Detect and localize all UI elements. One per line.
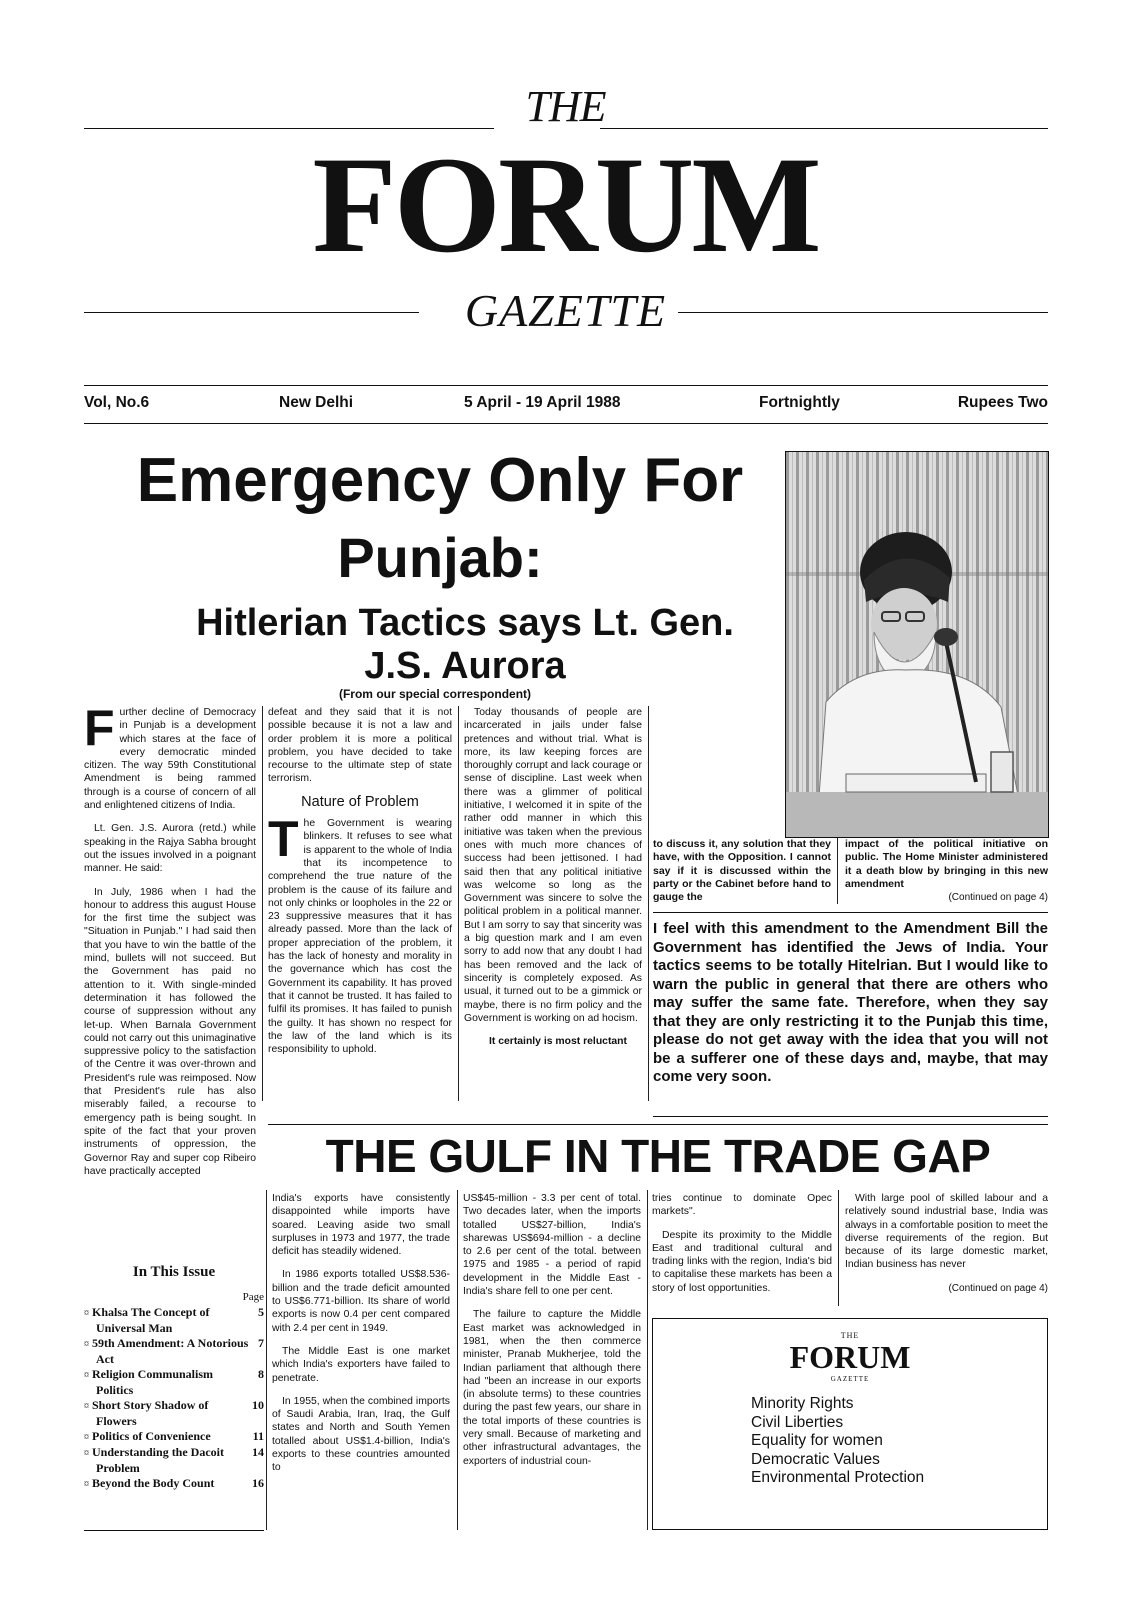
toc-item-page: 7: [258, 1336, 264, 1350]
toc-item-title: ¤ Short Story Shadow of Flowers: [84, 1398, 209, 1428]
toc-item: [84, 1305, 264, 1336]
lead-col-divider-2: [458, 706, 459, 1101]
toc-page-label: Page: [242, 1291, 264, 1303]
lead-column-3: [464, 706, 642, 1058]
toc-item-title: ¤ Politics of Convenience: [84, 1429, 211, 1443]
lead-byline: (From our special correspondent): [338, 687, 532, 701]
lead-dropcap-f: F: [84, 700, 115, 756]
toc-item-page: 14: [252, 1445, 264, 1459]
toc-item-title: ¤ Khalsa The Concept of Universal Man: [84, 1305, 210, 1335]
gulf-col2-p1: US$45-million - 3.3 per cent of total. Two decades later, when the imports totalled US$27-billion, India's sharewas US$694-million - a decline to 2.6 per cent of the total. between 1975 and 1985 - a period of rapid development in the Middle East - India's share fell to one per cent.: [463, 1193, 641, 1298]
toc-item-page: 16: [252, 1476, 264, 1490]
gulf-col4-text: With large pool of skilled labour and a relatively sound industrial base, India was always in a comfortable position to meet the diverse requirements of the region. But because of its large domestic market, Indian business has never: [845, 1193, 1048, 1271]
lead-col2-p2: he Government is wearing blinkers. It refuses to see what is apparent to the whole of India that its incompetence to comprehend the true nature of the problem is the cause of its failure and not only chinks or loopholes in the 22 or 23 suppressive measures that it has already passed. More than the lack of proper appreciation of the problem, it has the lack of honesty and morality in the governance which has cost the Government its capability. It has proved that it cannot be trusted. It has failed to fulfil its promises. It has failed to punish the guilty. It has shown no respect for the law of the land which is its responsibility to uphold.: [268, 818, 452, 1056]
lead-col5-text: impact of the political initiative on public. The Home Minister administered it a death blow by bringing in this new amendment: [845, 838, 1048, 890]
gulf-column-1: [272, 1192, 450, 1485]
lead-col2-subhead: Nature of Problem: [301, 793, 419, 810]
toc-rule-bottom: [84, 1530, 264, 1531]
infobar-volume: Vol, No.6: [84, 394, 150, 411]
toc-item-title: ¤ Religion Communalism Politics: [84, 1367, 214, 1397]
speaker-photo-illustration: [786, 452, 1048, 837]
gulf-col-divider-3: [838, 1190, 839, 1306]
toc-item: [84, 1476, 264, 1492]
gulf-column-3: [652, 1192, 832, 1305]
gulf-rule-top: [268, 1124, 1048, 1125]
lead-subhead-2: J.S. Aurora: [364, 645, 566, 687]
lead-column-1: [84, 700, 256, 1188]
toc-bullet-icon: ¤: [84, 1448, 89, 1459]
promo-item: Minority Rights: [751, 1395, 854, 1412]
gulf-column-2: [463, 1192, 641, 1478]
gulf-col-divider-1: [457, 1190, 458, 1530]
toc-title: In This Issue: [132, 1264, 216, 1280]
masthead-rule-mid: [84, 312, 419, 313]
lead-headline-2: Punjab:: [337, 526, 543, 589]
promo-item: Democratic Values: [751, 1450, 880, 1468]
toc-item-page: 10: [252, 1398, 264, 1412]
infobar-rule-bottom: [84, 423, 1048, 424]
lead-continued: (Continued on page 4): [948, 892, 1048, 904]
toc-bullet-icon: ¤: [84, 1401, 89, 1412]
toc-bullet-icon: ¤: [84, 1308, 89, 1319]
promo-item: Civil Liberties: [751, 1413, 844, 1431]
lead-column-2: [268, 706, 452, 1066]
gulf-col2-p2: The failure to capture the Middle East market was acknowledged in 1981, when the then commerce minister, Pranab Mukherjee, told the Indian parliament that although there had "been an increase in our exports (in absolute terms) to these countries during the past few years, our share in the total imports of these countries is very small. Because of marketing and other infrastructural advantages, the exporters of industrial coun-: [463, 1309, 641, 1467]
promo-list: [751, 1395, 924, 1488]
lead-col-divider-3: [648, 706, 649, 1101]
gulf-col1-p3: The Middle East is one market which India's exporters have failed to penetrate.: [272, 1345, 450, 1384]
lead-column-5: [845, 838, 1048, 904]
toc-bullet-icon: ¤: [84, 1339, 89, 1350]
lead-column-4: to discuss it, any solution that they have, with the Opposition. I cannot say if it is discussed within the party or the Cabinet before hand to gauge the: [653, 838, 831, 904]
gulf-column-4: [845, 1192, 1048, 1295]
infobar-date: 5 April - 19 April 1988: [464, 394, 621, 411]
promo-item: Equality for women: [751, 1432, 883, 1449]
toc-list: [84, 1305, 264, 1492]
lead-col2-p1: defeat and they said that it is not possible because it is not a law and order problem it is more a political problem, you have decided to take recourse to the ultimate step of state terrorism.: [268, 707, 452, 785]
toc-item-page: 5: [258, 1305, 264, 1319]
toc-box: [84, 1264, 264, 1492]
toc-item: [84, 1336, 264, 1367]
toc-item-page: 8: [258, 1367, 264, 1381]
lead-col1-p1: urther decline of Democracy in Punjab is a development which stares at the face of every democratic minded citizen. The way 59th Constitutional Amendment is being rammed through is a course of concern of all and enlightened citizens of India.: [84, 707, 256, 812]
promo-item: Environmental Protection: [751, 1469, 925, 1486]
infobar-price: Rupees Two: [957, 394, 1048, 411]
pullquote-rule-bottom: [653, 1116, 1048, 1117]
masthead-title: FORUM: [312, 128, 819, 281]
infobar-city: New Delhi: [279, 394, 354, 411]
toc-item: [84, 1367, 264, 1398]
toc-item-title: ¤ Understanding the Dacoit Problem: [84, 1445, 225, 1475]
gulf-headline: THE GULF IN THE TRADE GAP: [325, 1130, 991, 1182]
toc-item-title: ¤ Beyond the Body Count: [84, 1476, 215, 1490]
masthead-the: THE: [525, 82, 606, 131]
promo-gazette: GAZETTE: [830, 1375, 870, 1383]
lead-photo: [785, 451, 1049, 838]
infobar-rule-top: [84, 385, 1048, 386]
toc-item-title: ¤ 59th Amendment: A Notorious Act: [84, 1336, 249, 1366]
lead-col3-p1: Today thousands of people are incarcerated in jails under false pretences and without trial. What is more, its law keeping forces are thoroughly corrupt and lack courage or sense of discipline. Last week when there was a glimmer of political initiative, I welcomed it in spite of the rather odd manner in which this initiative was taken when the previous ones with much more chances of success had been jettisoned. I had said then that any political initiative was welcome so long as the Government was sincere to solve the political problem in a political manner. But I am sorry to say that sincerity was a big question mark and I am even sorry to add now that any doubt I had has been removed and the lack of sincerity is completely exposed. As usual, it turned out to be a gimmick or maybe, there is no firm policy and the Government is working on ad hocism.: [464, 707, 642, 1024]
promo-title: FORUM: [789, 1339, 911, 1375]
promo-the: THE: [840, 1331, 860, 1340]
lead-col1-p3: In July, 1986 when I had the honour to address this august House for the first time the subject was "Situation in Punjab." I had said then that you have to win the battle of the mind, bullets will not succeed. But the Government has paid no attention to it. With single-minded determination it has followed the course of suppression without any let-up. When Barnala Government could not carry out this unimaginative suppressive policy to the satisfaction of the Centre it was over-thrown and President's rule was reimposed. Now that President's rule has also miserably failed, a recourse to emergency path is being sought. In spite of the fact that your proven instruments of oppression, the Governor Ray and super cop Ribeiro have practically accepted: [84, 886, 256, 1177]
lead-col-divider-1: [262, 706, 263, 1101]
gulf-col1-p1: India's exports have consistently disappointed while imports have soared. Leaving aside two small surpluses in 1973 and 1977, the trade deficit has steadily widened.: [272, 1193, 450, 1258]
gulf-col1-p2: In 1986 exports totalled US$8.536-billion and the trade deficit amounted to US$6.771-billion. Its share of world exports is now 0.4 per cent compared with 2.4 per cent in 1949.: [272, 1269, 450, 1334]
pullquote-rule-top: [653, 912, 1048, 913]
gulf-col1-p4: In 1955, when the combined imports of Saudi Arabia, Iran, Iraq, the Gulf states and North and South Yemen totalled about US$1.4-billion, India's exports to these countries amounted to: [272, 1395, 450, 1474]
toc-bullet-icon: ¤: [84, 1370, 89, 1381]
toc-item: [84, 1429, 264, 1445]
lead-headline-1: Emergency Only For: [136, 446, 744, 515]
gulf-col3-p1: tries continue to dominate Opec markets".: [652, 1193, 832, 1218]
lead-subhead-1: Hitlerian Tactics says Lt. Gen.: [196, 602, 734, 644]
lead-col-divider-4: [837, 838, 838, 904]
gulf-col-divider-0: [266, 1190, 267, 1530]
gulf-col3-p2: Despite its proximity to the Middle East and traditional cultural and trading links with the region, India's bid to capitalise these markets has been a story of lost opportunities.: [652, 1229, 832, 1294]
lead-dropcap-t: T: [268, 811, 299, 868]
toc-item: [84, 1445, 264, 1476]
toc-bullet-icon: ¤: [84, 1479, 89, 1490]
infobar-frequency: Fortnightly: [759, 394, 840, 411]
pullquote: I feel with this amendment to the Amendment Bill the Government has identified the Jews of India. Your tactics seems to be totally Hitelrian. But I would like to warn the public in general that there are others who may suffer the same fate. Therefore, when they say that they are only restricting it to the Punjab this time, please do not get away with the idea that you will not be a sufferer one of these days and, maybe, that may come very soon.: [653, 920, 1048, 1085]
infobar: [84, 394, 1048, 416]
toc-item: [84, 1398, 264, 1429]
masthead-gazette: GAZETTE: [464, 285, 667, 336]
lead-col1-p2: Lt. Gen. J.S. Aurora (retd.) while speaking in the Rajya Sabha brought out the issues involved in a poignant manner. He said:: [84, 823, 256, 875]
lead-col3-p2: It certainly is most reluctant: [488, 1036, 627, 1048]
toc-bullet-icon: ¤: [84, 1432, 89, 1443]
gulf-col-divider-2: [647, 1190, 648, 1530]
toc-item-page: 11: [252, 1429, 264, 1443]
promo-box: [652, 1318, 1048, 1530]
gulf-continued: (Continued on page 4): [948, 1282, 1048, 1294]
masthead-rule-mid-right: [678, 312, 1048, 313]
